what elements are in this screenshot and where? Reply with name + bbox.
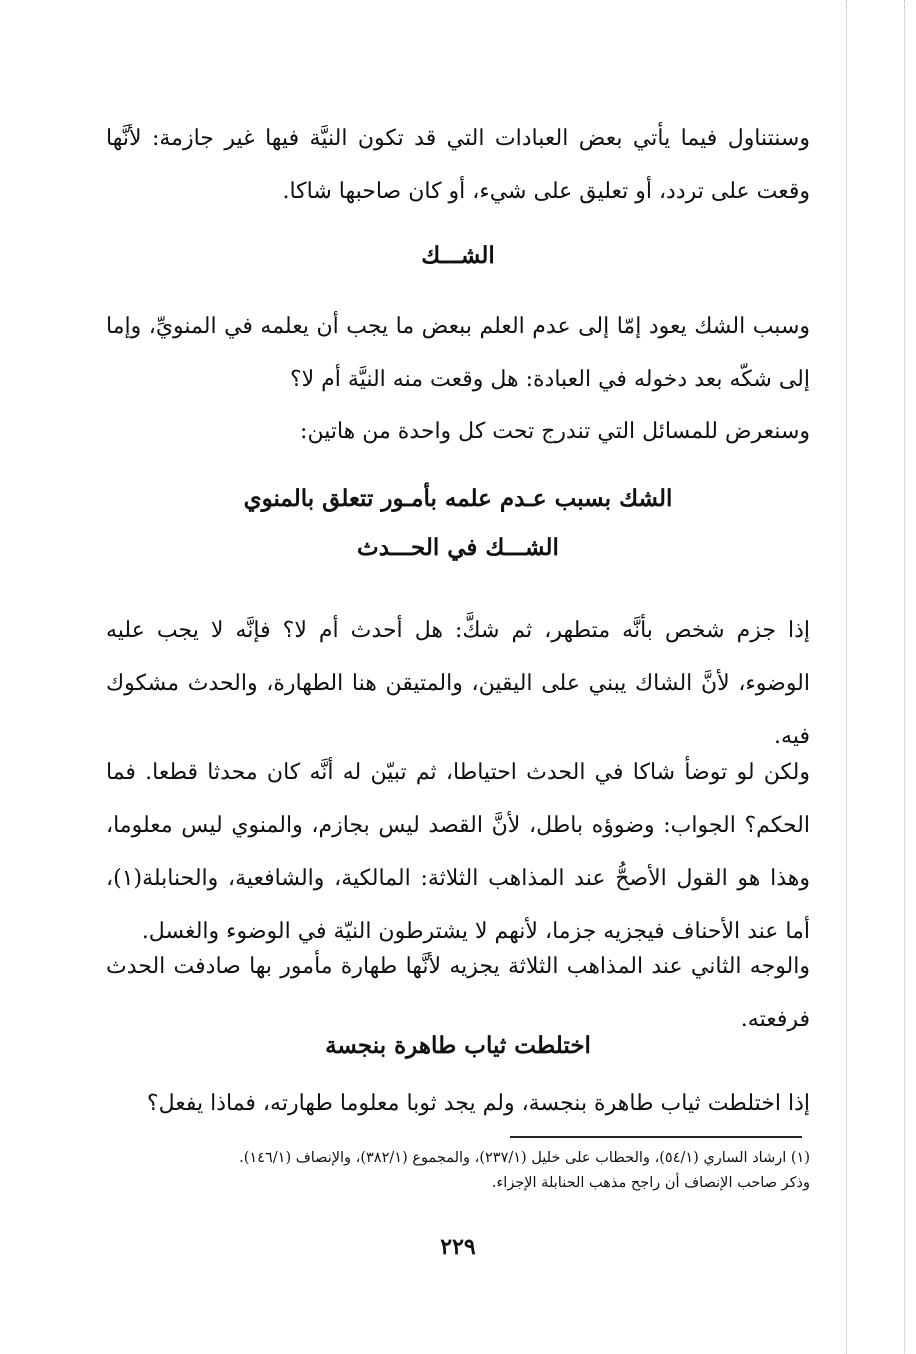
- paragraph-shak-intro: وسنعرض للمسائل التي تندرج تحت كل واحدة من هاتين:: [300, 419, 810, 444]
- footnote-separator: [510, 1136, 802, 1138]
- footnote-line-1: (١) ارشاد الساري (٥٤/١)، والحطاب على خليل (٢٣٧/١)، والمجموع (٣٨٢/١)، والإنصاف (١٤٦/١).: [239, 1150, 810, 1166]
- page-edge-line: [904, 0, 905, 1354]
- heading-ikhtalatat: اختلطت ثياب طاهرة بنجسة: [325, 1032, 591, 1059]
- footnote-line-2: وذكر صاحب الإنصاف أن راجح مذهب الحنابلة الإجزاء.: [491, 1175, 810, 1191]
- heading-shak: الشـــك: [421, 242, 495, 269]
- heading-shak-sabab: الشك بسبب عـدم علمه بأمـور تتعلق بالمنوي: [243, 485, 673, 512]
- heading-shak-hadath: الشـــك في الحـــدث: [357, 534, 559, 561]
- paragraph-intro: وسنتناول فيما يأتي بعض العبادات التي قد تكون النيَّة فيها غير جازمة: لأنَّها وقعت على تردد، أو تعليق على شيء، أو كان صاحبها شاكا.: [106, 126, 810, 204]
- paragraph-hadath-2: ولكن لو توضأ شاكا في الحدث احتياطا، ثم تبيّن له أنَّه كان محدثا قطعا. فما الحكم؟ الجواب: وضوؤه باطل، لأنَّ القصد ليس بجازم، والمنوي ليس معلوما، وهذا هو القول الأصحُّ عند المذاهب الثلاثة: المالكية، والشافعية، والحنابلة(١)، أما عند الأحناف فيجزيه جزما، لأنهم لا يشترطون النيّة في الوضوء والغسل.: [106, 760, 810, 944]
- paragraph-hadath-1: إذا جزم شخص بأنَّه متطهر، ثم شكَّ: هل أحدث أم لا؟ فإنَّه لا يجب عليه الوضوء، لأنَّ الشاك يبني على اليقين، والمتيقن هنا الطهارة، والحدث مشكوك فيه.: [106, 618, 810, 749]
- paragraph-shak-cause: وسبب الشك يعود إمّا إلى عدم العلم ببعض ما يجب أن يعلمه في المنويِّ، وإما إلى شكّه بعد دخوله في العبادة: هل وقعت منه النيَّة أم لا؟: [106, 314, 810, 392]
- page-edge-line: [846, 0, 847, 1354]
- paragraph-thiyab: إذا اختلطت ثياب طاهرة بنجسة، ولم يجد ثوبا معلوما طهارته، فماذا يفعل؟: [146, 1091, 810, 1116]
- paragraph-hadath-3: والوجه الثاني عند المذاهب الثلاثة يجزيه لأنَّها طهارة مأمور بها صادفت الحدث فرفعته.: [106, 954, 810, 1032]
- page-number: ٢٢٩: [440, 1234, 476, 1260]
